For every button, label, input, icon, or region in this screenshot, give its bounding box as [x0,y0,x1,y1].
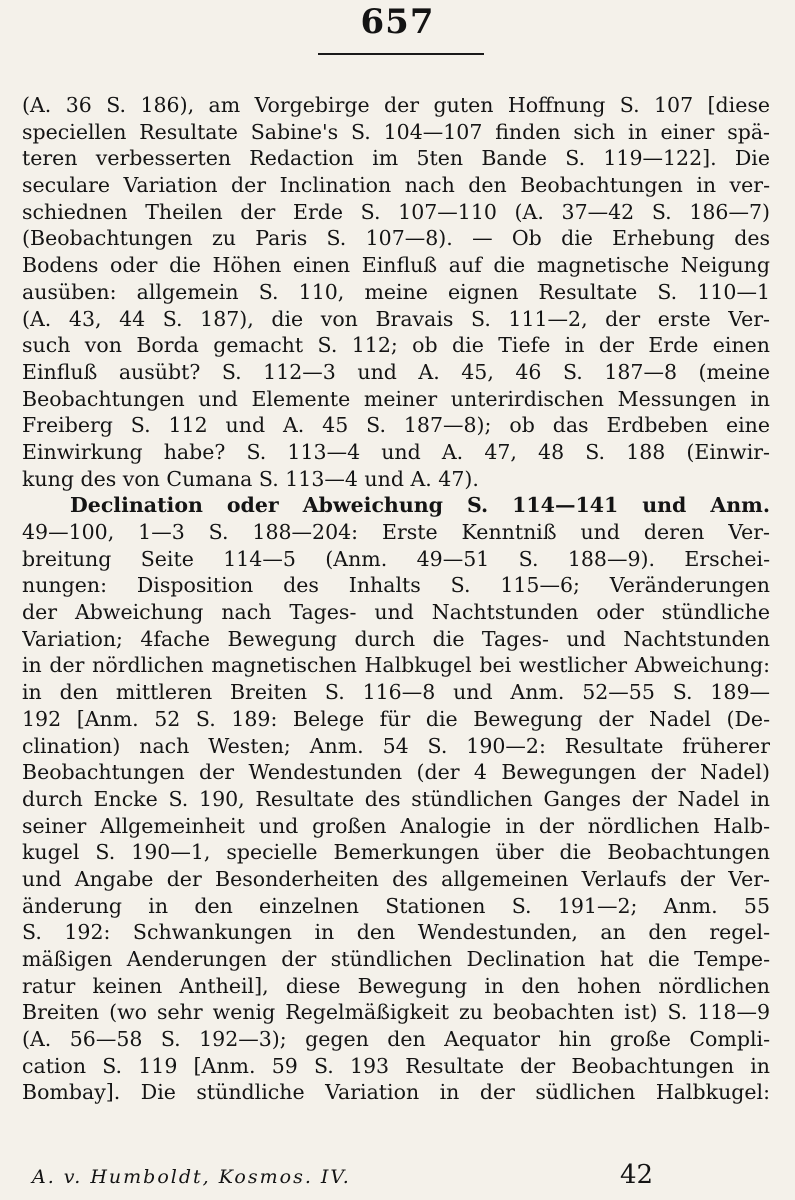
text-line: durch Encke S. 190, Resultate des stündlichen Ganges der Nadel in [22,786,770,811]
text-line: Freiberg S. 112 und A. 45 S. 187—8); ob das Erdbeben eine [22,413,770,438]
text-line: Bodens oder die Höhen einen Einfluß auf die magnetische Neigung [22,253,770,278]
text-line: (A. 56—58 S. 192—3); gegen den Aequator hin große Compli- [22,1027,770,1052]
text-line: S. 192: Schwankungen in den Wendestunden, an den regel- [22,920,770,945]
text-line: Einwirkung habe? S. 113—4 und A. 47, 48 S. 188 (Einwir- [22,439,770,464]
text-line: nungen: Disposition des Inhalts S. 115—6; Veränderungen [22,573,770,598]
text-line: seiner Allgemeinheit und großen Analogie in der nördlichen Halb- [22,813,770,838]
text-line: in den mittleren Breiten S. 116—8 und Anm. 52—55 S. 189— [22,680,770,705]
text-line: kugel S. 190—1, specielle Bemerkungen über die Beobachtungen [22,840,770,865]
text-line: der Abweichung nach Tages- und Nachtstunden oder stündliche [22,600,770,625]
text-line: Einfluß ausübt? S. 112—3 und A. 45, 46 S. 187—8 (meine [22,359,770,384]
text-line: speciellen Resultate Sabine's S. 104—107 finden sich in einer spä- [22,119,770,144]
text-line: teren verbesserten Redaction im 5ten Bande S. 119—122]. Die [22,146,770,171]
text-line: Beobachtungen und Elemente meiner unterirdischen Messungen in [22,386,770,411]
page-number: 657 [360,2,435,42]
text-line: Breiten (wo sehr wenig Regelmäßigkeit zu beobachten ist) S. 118—9 [22,1000,770,1025]
text-line: such von Borda gemacht S. 112; ob die Tiefe in der Erde einen [22,333,770,358]
text-line: (A. 36 S. 186), am Vorgebirge der guten Hoffnung S. 107 [diese [22,93,770,117]
printer-signature: A. v. Humboldt, Kosmos. IV. [32,1166,351,1188]
text-line: breitung Seite 114—5 (Anm. 49—51 S. 188—9). Erschei- [22,546,770,571]
section-heading-line: Declination oder Abweichung S. 114—141 und Anm. [70,493,770,518]
body-text [22,92,770,1106]
text-line: 49—100, 1—3 S. 188—204: Erste Kenntniß und deren Ver- [22,520,770,544]
text-line: 192 [Anm. 52 S. 189: Belege für die Bewegung der Nadel (De- [22,706,770,731]
text-line: ratur keinen Antheil], diese Bewegung in den hohen nördlichen [22,973,770,998]
text-line: ausüben: allgemein S. 110, meine eignen Resultate S. 110—1 [22,279,770,304]
header-rule [318,53,484,55]
text-line: mäßigen Aenderungen der stündlichen Declination hat die Tempe- [22,947,770,971]
text-line: clination) nach Westen; Anm. 54 S. 190—2: Resultate früherer [22,733,770,758]
text-line: schiednen Theilen der Erde S. 107—110 (A. 37—42 S. 186—7) [22,199,770,224]
text-line: seculare Variation der Inclination nach den Beobachtungen in ver- [22,173,770,198]
text-line: änderung in den einzelnen Stationen S. 191—2; Anm. 55 [22,893,770,918]
text-line: kung des von Cumana S. 113—4 und A. 47). [22,466,479,491]
text-line: in der nördlichen magnetischen Halbkugel bei westlicher Abweichung: [22,653,770,678]
text-line: und Angabe der Besonderheiten des allgemeinen Verlaufs der Ver- [22,866,770,891]
text-line: (A. 43, 44 S. 187), die von Bravais S. 111—2, der erste Ver- [22,306,770,331]
text-line: cation S. 119 [Anm. 59 S. 193 Resultate der Beobachtungen in [22,1053,770,1078]
text-line: Beobachtungen der Wendestunden (der 4 Bewegungen der Nadel) [22,760,770,785]
sheet-signature-number: 42 [620,1160,654,1190]
text-line: Variation; 4fache Bewegung durch die Tages- und Nachtstunden [22,626,770,651]
page-footer [0,1160,795,1192]
text-line: Bombay]. Die stündliche Variation in der südlichen Halbkugel: [22,1080,770,1105]
text-line: (Beobachtungen zu Paris S. 107—8). — Ob die Erhebung des [22,226,770,251]
